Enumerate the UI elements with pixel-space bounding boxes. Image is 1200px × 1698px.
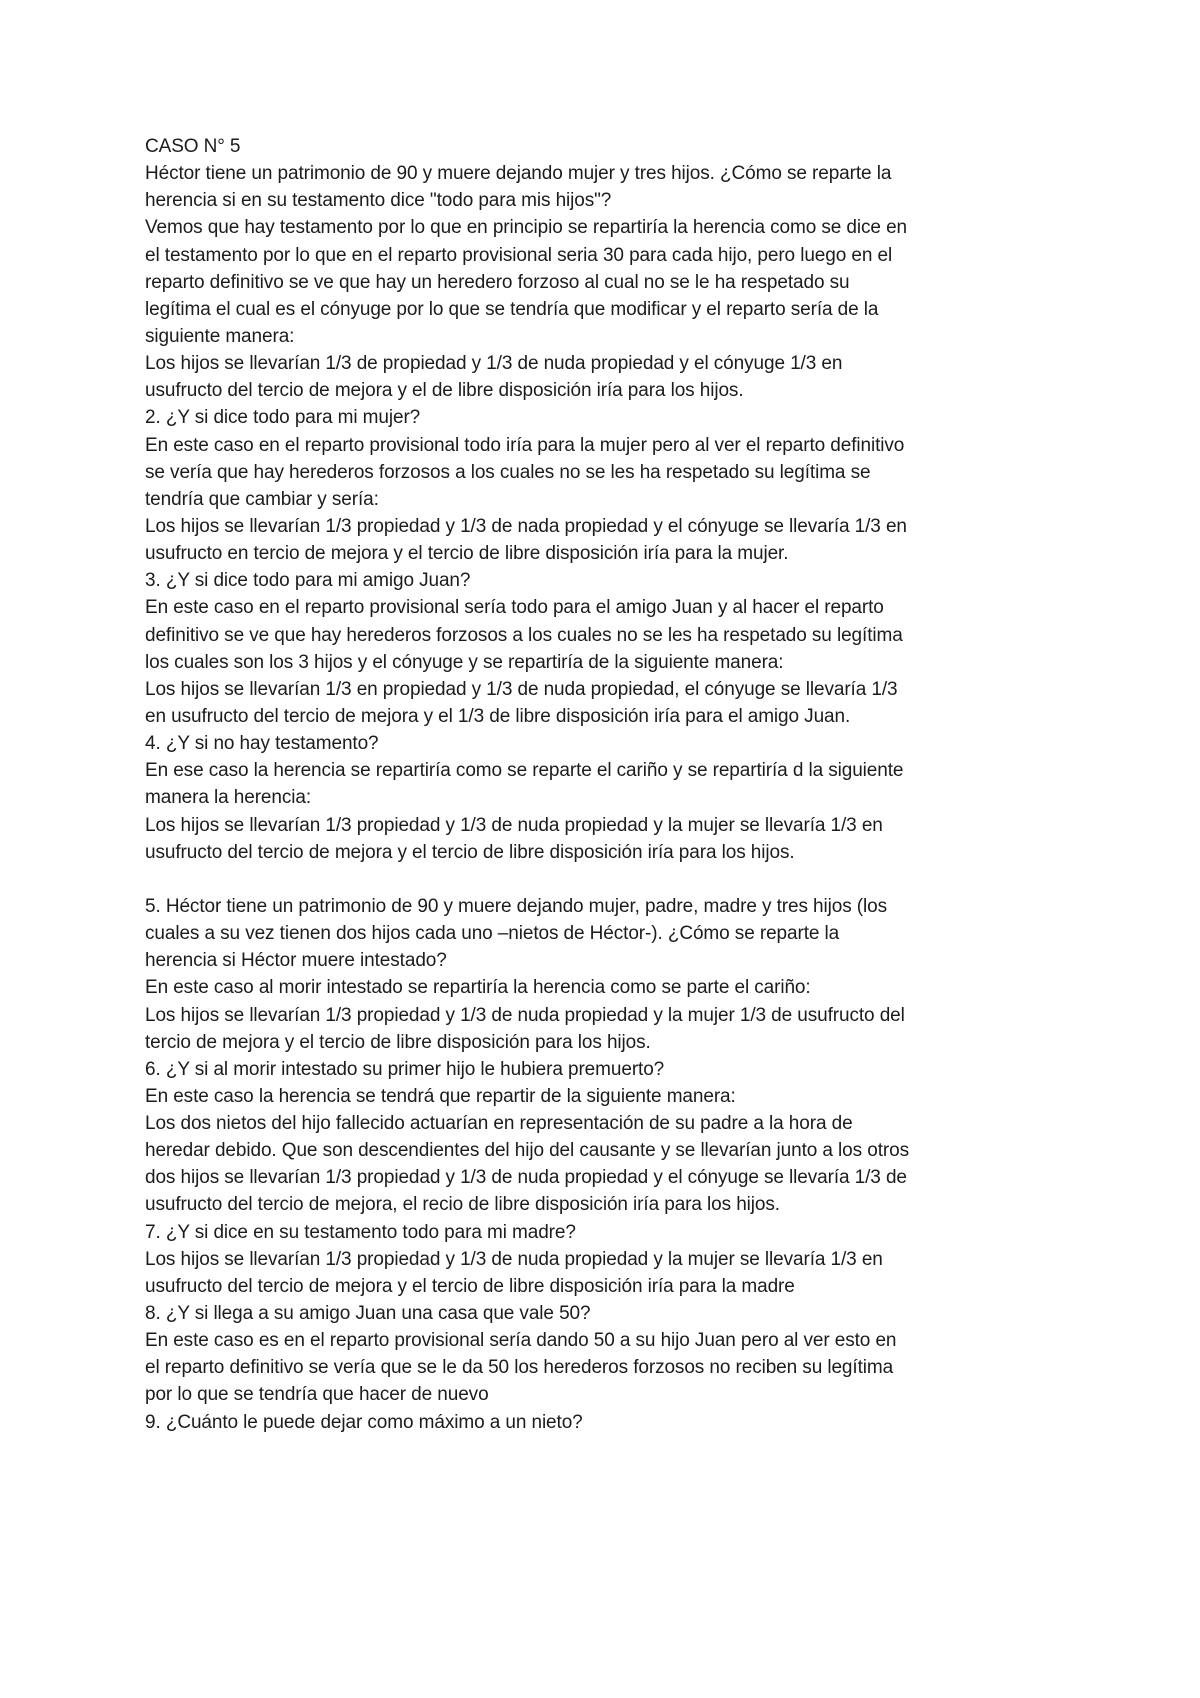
- blank-line: [145, 866, 1075, 893]
- paragraph-line: por lo que se tendría que hacer de nuevo: [145, 1384, 489, 1406]
- paragraph-line: tendría que cambiar y sería:: [145, 488, 379, 510]
- paragraph-line: en usufructo del tercio de mejora y el 1/3 de libre disposición iría para el amigo Juan.: [145, 705, 851, 727]
- question-heading: 5. Héctor tiene un patrimonio de 90 y muere dejando mujer, padre, madre y tres hijos (los: [145, 895, 887, 917]
- section-question-6: [145, 1056, 1075, 1219]
- paragraph-line: tercio de mejora y el tercio de libre disposición para los hijos.: [145, 1031, 651, 1053]
- paragraph-line: manera la herencia:: [145, 787, 312, 809]
- paragraph-line: herencia si en su testamento dice "todo para mis hijos"?: [145, 190, 612, 212]
- paragraph-line: Vemos que hay testamento por lo que en principio se repartiría la herencia como se dice en: [145, 217, 908, 239]
- section-question-2: [145, 404, 1075, 567]
- paragraph-line: el reparto definitivo se vería que se le da 50 los herederos forzosos no reciben su legítima: [145, 1357, 894, 1379]
- paragraph-line: dos hijos se llevarían 1/3 propiedad y 1/3 de nuda propiedad y el cónyuge se llevaría 1/3 de: [145, 1167, 907, 1189]
- paragraph-line: Los hijos se llevarían 1/3 propiedad y 1/3 de nuda propiedad y la mujer se llevaría 1/3 en: [145, 814, 883, 836]
- section-question-3: [145, 567, 1075, 730]
- paragraph-line: siguiente manera:: [145, 325, 295, 347]
- question-heading: 9. ¿Cuánto le puede dejar como máximo a un nieto?: [145, 1411, 583, 1433]
- document-title: CASO N° 5: [145, 136, 241, 157]
- question-heading: 6. ¿Y si al morir intestado su primer hijo le hubiera premuerto?: [145, 1058, 665, 1080]
- question-heading: 8. ¿Y si llega a su amigo Juan una casa que vale 50?: [145, 1303, 591, 1325]
- paragraph-line: los cuales son los 3 hijos y el cónyuge y se repartiría de la siguiente manera:: [145, 651, 784, 673]
- paragraph-line: herencia si Héctor muere intestado?: [145, 950, 447, 972]
- section-question-5: [145, 893, 1075, 1056]
- section-question-8: [145, 1300, 1075, 1409]
- section-question-7: [145, 1219, 1075, 1300]
- paragraph-line: usufructo del tercio de mejora y el de libre disposición iría para los hijos.: [145, 380, 744, 402]
- question-heading: 4. ¿Y si no hay testamento?: [145, 733, 379, 755]
- paragraph-line: usufructo del tercio de mejora, el recio de libre disposición iría para los hijos.: [145, 1194, 780, 1216]
- paragraph-line: definitivo se ve que hay herederos forzosos a los cuales no se les ha respetado su legítima: [145, 624, 903, 646]
- section-case-statement: [145, 160, 1075, 404]
- paragraph-line: Los hijos se llevarían 1/3 en propiedad y 1/3 de nuda propiedad, el cónyuge se llevaría 1/3: [145, 678, 898, 700]
- paragraph-line: En ese caso la herencia se repartiría como se reparte el cariño y se repartiría d la siguiente: [145, 760, 904, 782]
- paragraph-line: En este caso en el reparto provisional todo iría para la mujer pero al ver el reparto definitivo: [145, 434, 905, 456]
- paragraph-line: En este caso la herencia se tendrá que repartir de la siguiente manera:: [145, 1085, 736, 1107]
- paragraph-line: legítima el cual es el cónyuge por lo que se tendría que modificar y el reparto sería de la: [145, 298, 879, 320]
- paragraph-line: Los hijos se llevarían 1/3 propiedad y 1/3 de nuda propiedad y la mujer se llevaría 1/3 en: [145, 1248, 883, 1270]
- paragraph-line: el testamento por lo que en el reparto provisional seria 30 para cada hijo, pero luego en el: [145, 244, 893, 266]
- paragraph-line: Los dos nietos del hijo fallecido actuarían en representación de su padre a la hora de: [145, 1113, 853, 1135]
- document-body: [145, 133, 1075, 1436]
- paragraph-line: Los hijos se llevarían 1/3 propiedad y 1/3 de nuda propiedad y la mujer 1/3 de usufructo del: [145, 1004, 905, 1026]
- paragraph-line: usufructo del tercio de mejora y el tercio de libre disposición iría para la madre: [145, 1275, 795, 1297]
- paragraph-line: reparto definitivo se ve que hay un heredero forzoso al cual no se le ha respetado su: [145, 271, 850, 293]
- paragraph-line: heredar debido. Que son descendientes del hijo del causante y se llevarían junto a los otros: [145, 1140, 909, 1162]
- paragraph-line: usufructo del tercio de mejora y el tercio de libre disposición iría para los hijos.: [145, 841, 795, 863]
- section-question-9: [145, 1409, 1075, 1436]
- paragraph-line: usufructo en tercio de mejora y el tercio de libre disposición iría para la mujer.: [145, 543, 789, 565]
- paragraph-line: En este caso en el reparto provisional sería todo para el amigo Juan y al hacer el reparto: [145, 597, 884, 619]
- question-heading: 3. ¿Y si dice todo para mi amigo Juan?: [145, 570, 471, 592]
- paragraph-line: Los hijos se llevarían 1/3 propiedad y 1/3 de nada propiedad y el cónyuge se llevaría 1/3 en: [145, 515, 907, 537]
- paragraph-line: se vería que hay herederos forzosos a los cuales no se les ha respetado su legítima se: [145, 461, 871, 483]
- paragraph-line: En este caso al morir intestado se repartiría la herencia como se parte el cariño:: [145, 977, 811, 999]
- question-heading: 2. ¿Y si dice todo para mi mujer?: [145, 407, 421, 429]
- paragraph-line: Héctor tiene un patrimonio de 90 y muere dejando mujer y tres hijos. ¿Cómo se reparte la: [145, 163, 892, 185]
- paragraph-line: En este caso es en el reparto provisional sería dando 50 a su hijo Juan pero al ver esto en: [145, 1330, 897, 1352]
- paragraph-line: Los hijos se llevarían 1/3 de propiedad y 1/3 de nuda propiedad y el cónyuge 1/3 en: [145, 353, 843, 375]
- paragraph-line: cuales a su vez tienen dos hijos cada uno –nietos de Héctor-). ¿Cómo se reparte la: [145, 923, 840, 945]
- question-heading: 7. ¿Y si dice en su testamento todo para mi madre?: [145, 1221, 576, 1243]
- section-question-4: [145, 730, 1075, 866]
